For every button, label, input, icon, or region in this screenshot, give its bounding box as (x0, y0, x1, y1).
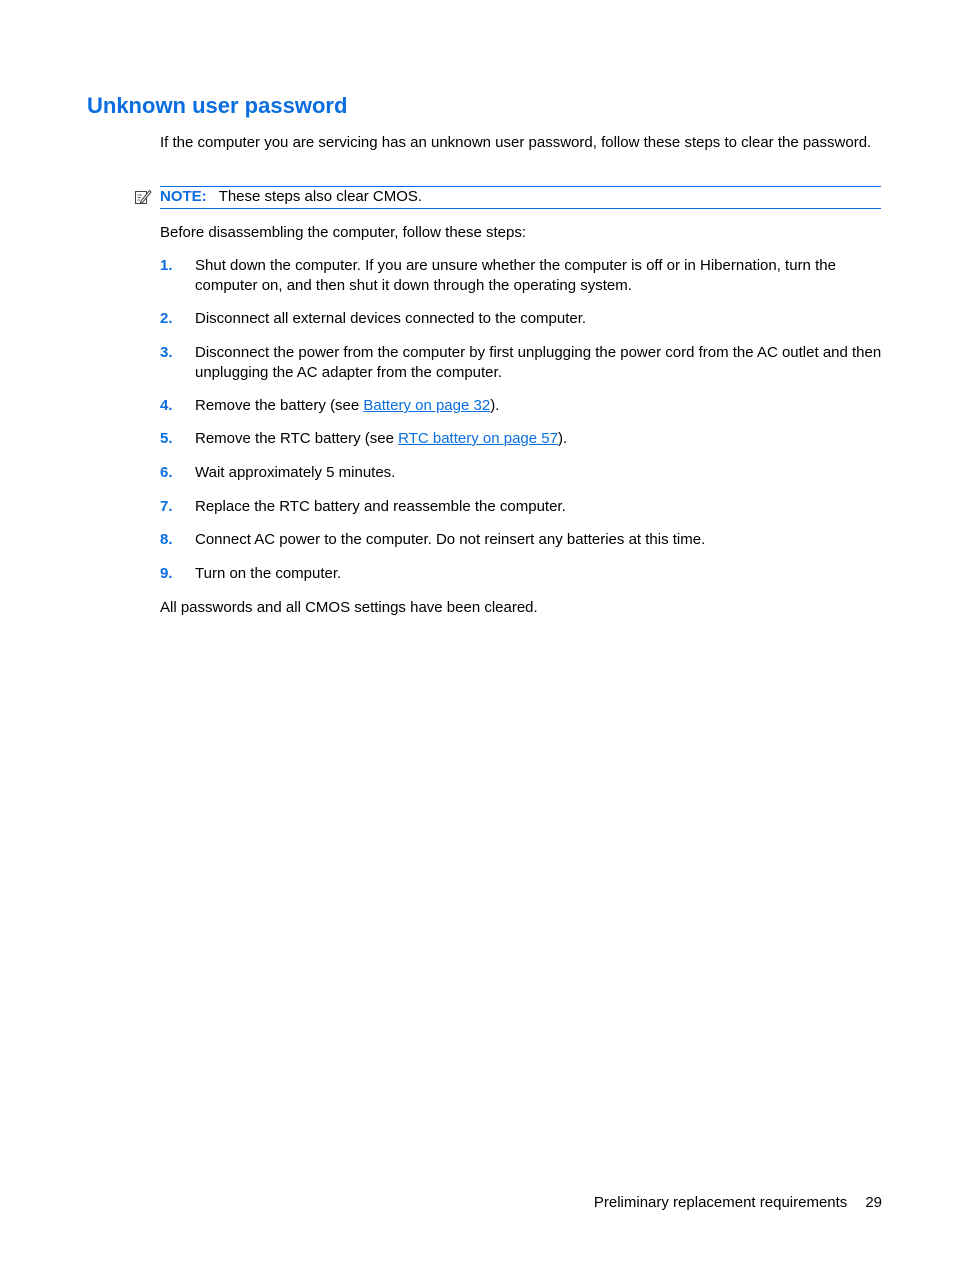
step-text: Shut down the computer. If you are unsure whether the computer is off or in Hibernation, turn the computer on, and then shut it down through the operating system. (195, 257, 836, 294)
list-item (160, 309, 882, 329)
step-text: Wait approximately 5 minutes. (195, 464, 396, 481)
step-text-prefix: Remove the RTC battery (see (195, 430, 399, 447)
step-text (195, 396, 882, 416)
page-footer (594, 1193, 882, 1213)
note-box (160, 186, 881, 209)
step-number: 4. (160, 397, 173, 414)
page-number: 29 (865, 1194, 882, 1211)
step-text: Disconnect all external devices connected to the computer. (195, 310, 587, 327)
step-text: Turn on the computer. (195, 565, 342, 582)
step-number: 1. (160, 257, 173, 274)
intro-paragraph: If the computer you are servicing has an unknown user password, follow these steps to clear the password. (160, 134, 872, 151)
rtc-battery-page-link[interactable]: RTC battery on page 57 (398, 430, 558, 447)
list-item (160, 497, 882, 517)
list-item (160, 564, 882, 584)
step-text: Disconnect the power from the computer by first unplugging the power cord from the AC outlet and then unplugging the AC adapter from the computer. (195, 344, 882, 381)
step-number: 8. (160, 531, 173, 548)
step-number: 5. (160, 430, 173, 447)
list-item (160, 396, 882, 416)
step-text-suffix: ). (490, 397, 500, 414)
list-item (160, 463, 882, 483)
step-number: 9. (160, 565, 173, 582)
step-text-suffix: ). (557, 430, 568, 447)
step-text (195, 429, 882, 449)
step-number: 6. (160, 464, 173, 481)
footer-section-title: Preliminary replacement requirements (593, 1194, 848, 1211)
conclusion-text: All passwords and all CMOS settings have been cleared. (160, 599, 538, 616)
note-pencil-icon (134, 188, 152, 206)
step-text: Replace the RTC battery and reassemble the computer. (195, 498, 566, 515)
battery-page-link[interactable]: Battery on page 32 (363, 397, 491, 414)
step-text-prefix: Remove the battery (see (195, 397, 364, 414)
step-number: 2. (160, 310, 173, 327)
note-text: These steps also clear CMOS. (218, 188, 423, 205)
list-item (160, 343, 882, 383)
step-number: 3. (160, 344, 173, 361)
section-heading: Unknown user password (87, 93, 348, 118)
list-item (160, 530, 882, 550)
step-text: Connect AC power to the computer. Do not reinsert any batteries at this time. (195, 531, 706, 548)
note-label: NOTE: (160, 188, 207, 205)
before-steps-text: Before disassembling the computer, follow these steps: (160, 224, 527, 241)
list-item (160, 256, 882, 296)
list-item (160, 429, 882, 449)
step-number: 7. (160, 498, 173, 515)
